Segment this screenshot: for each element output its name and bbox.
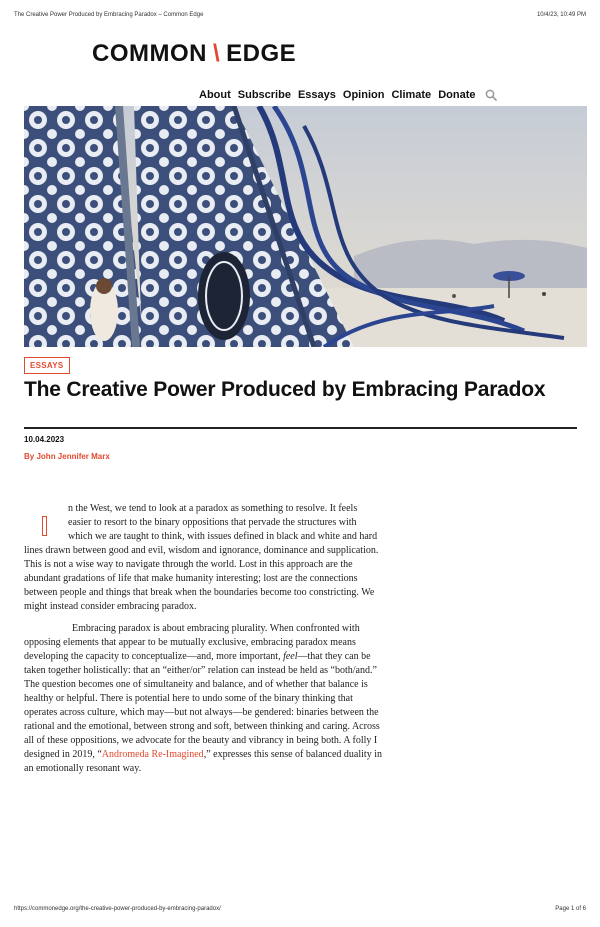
paragraph-1-text: n the West, we tend to look at a paradox as something to resolve. It feels easier to resort to the binary oppositions that pervade the structures with which we are taught to think, with issues defined in black and white and hard lines drawn between good and evil, wisdom and ignorance, dominance and supplication. This is not a wise way to navigate through the world. Lost in this approach are the abundant gradations of life that make humanity interesting; lost are the connections between people and things that break when the boundaries become too constricting. We might instead consider embracing paradox. [24, 503, 379, 612]
emphasis-feel: feel [283, 651, 298, 662]
print-page-title: The Creative Power Produced by Embracing Paradox – Common Edge [14, 12, 204, 18]
paragraph-2-text-b: —that they can be taken together holistically: that an “either/or” relation can instead be held as “both/and.” The question becomes one of simultaneity and balance, and of whether that balance is healthy or helpful. There is potential here to undo some of the binary thinking that operates across culture, which may—but not always—be gendered: binaries between the rational and the emotional, between strong and soft, between thinking and caring. Across all of these oppositions, we advocate for the beauty and vibrancy in being both. A folly I designed in 2019, “ [24, 651, 380, 760]
logo-slash: \ [212, 40, 221, 67]
author-link[interactable]: John Jennifer Marx [36, 452, 110, 461]
print-header [14, 12, 586, 18]
print-page-number: Page 1 of 6 [555, 906, 586, 912]
paragraph-2-text-c: ,” expresses this sense of balanced duality in an emotionally resonant way. [24, 749, 382, 774]
print-datetime: 10/4/23, 10:49 PM [536, 12, 586, 18]
print-footer [14, 906, 586, 912]
article-body [24, 502, 382, 784]
paragraph-2 [24, 622, 382, 776]
category-tag[interactable]: ESSAYS [24, 357, 70, 374]
article-byline [24, 452, 110, 461]
search-icon[interactable] [485, 89, 497, 101]
drop-cap [24, 502, 54, 544]
logo-word-common: COMMON [92, 40, 207, 67]
logo-word-edge: EDGE [226, 40, 297, 67]
paragraph-1 [24, 502, 382, 614]
main-nav [199, 89, 497, 101]
article-title: The Creative Power Produced by Embracing Paradox [24, 378, 546, 401]
print-url: https://commonedge.org/the-creative-power-produced-by-embracing-paradox/ [14, 906, 221, 912]
hero-image [24, 106, 587, 347]
title-divider [24, 427, 577, 429]
nav-opinion[interactable]: Opinion [342, 89, 385, 101]
article-date: 10.04.2023 [24, 435, 65, 444]
site-logo[interactable] [92, 40, 296, 68]
byline-prefix: By [24, 452, 35, 461]
nav-climate[interactable]: Climate [391, 89, 432, 101]
nav-about[interactable]: About [199, 89, 231, 101]
paragraph-2-text-a: Embracing paradox is about embracing plurality. When confronted with opposing elements that appear to be mutually exclusive, embracing paradox means developing the capacity to conceptualize—and, more important, [24, 623, 360, 662]
nav-subscribe[interactable]: Subscribe [237, 89, 291, 101]
andromeda-link[interactable]: Andromeda Re-Imagined [101, 749, 204, 760]
nav-essays[interactable]: Essays [297, 89, 336, 101]
nav-donate[interactable]: Donate [438, 89, 476, 101]
hero-illustration [24, 106, 587, 347]
